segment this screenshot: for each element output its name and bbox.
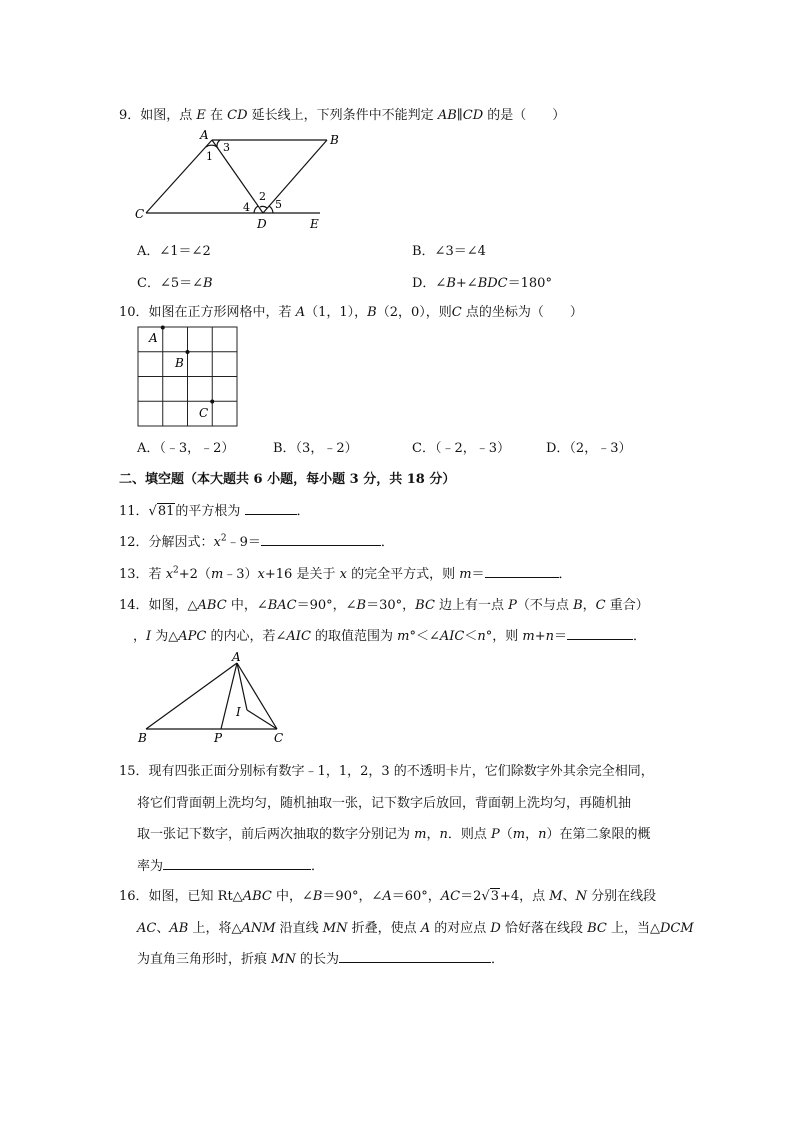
q15-var: n xyxy=(439,827,448,842)
q15-var: P xyxy=(491,827,500,842)
q16-text: ． xyxy=(490,952,504,967)
q10-stem xyxy=(119,301,583,320)
q16-var: BC xyxy=(587,921,607,936)
q16-text: +4，点 xyxy=(500,889,550,904)
q16-var: ANM xyxy=(241,921,276,936)
q15-text: ， xyxy=(525,827,539,842)
q15-answer-blank[interactable] xyxy=(163,857,311,870)
label-p: P xyxy=(214,731,223,745)
option-var: BDC xyxy=(477,276,508,291)
q10-text: 点的坐标为（ ） xyxy=(461,305,583,320)
sqrt-sign: √3 xyxy=(481,889,499,904)
q14-line1 xyxy=(119,594,649,613)
q14-var: C xyxy=(595,598,606,613)
q9-text: 9．如图，点 xyxy=(119,108,197,123)
q14-text: 的取值范围为 xyxy=(310,629,398,644)
q10-text: （1，1）， xyxy=(305,305,368,320)
q13-var: m xyxy=(210,567,224,582)
q16-var: AC xyxy=(137,921,157,936)
option-text: C．（﹣2，﹣3） xyxy=(412,441,510,456)
q16-var: D xyxy=(490,921,501,936)
q9-text: 在 xyxy=(205,108,228,123)
q16-text: 分别在线段 xyxy=(587,889,657,904)
radicand: 81 xyxy=(157,504,175,519)
option-text: +∠ xyxy=(455,276,478,291)
label-b: B xyxy=(175,356,184,370)
q14-text: 为△ xyxy=(151,629,179,644)
q9-option-a[interactable] xyxy=(137,240,211,259)
q14-text: ＝30°， xyxy=(366,598,416,613)
q14-text: ． xyxy=(633,629,647,644)
q13-text: ﹣3） xyxy=(223,567,258,582)
label-b: B xyxy=(138,731,147,745)
q14-var: I xyxy=(146,629,152,644)
q13-var: m xyxy=(459,567,472,582)
exponent: 2 xyxy=(220,533,227,544)
q13-var: x xyxy=(165,567,174,582)
line-bd xyxy=(263,140,327,213)
q11-text: 的平方根为 xyxy=(175,504,241,519)
q16-line2 xyxy=(137,917,694,936)
q16-text: 、 xyxy=(562,889,576,904)
q16-text: 为直角三角形时，折痕 xyxy=(137,952,272,967)
q16-text: 的长为 xyxy=(295,952,339,967)
option-text: D．（2，﹣3） xyxy=(546,441,632,456)
q14-text: 边上有一点 xyxy=(434,598,509,613)
line-ic xyxy=(247,710,277,729)
q13-text: +16 是关于 xyxy=(264,567,340,582)
q15-var: n xyxy=(538,827,547,842)
label-c: C xyxy=(274,731,284,745)
option-text: A．∠1＝∠2 xyxy=(137,244,211,259)
q15-line1: 15．现有四张正面分别标有数字﹣1，1，2，3 的不透明卡片，它们除数字外其余完全相同， xyxy=(119,764,654,779)
q14-text: 中，∠ xyxy=(226,598,268,613)
q16-line3 xyxy=(137,948,504,967)
q16-var: B xyxy=(312,889,323,904)
parallel-symbol: ∥ xyxy=(456,108,463,123)
q10-option-d[interactable] xyxy=(546,437,631,456)
angle-arc-2 xyxy=(260,206,267,208)
q14-text: °＜∠ xyxy=(409,629,440,644)
q15-text: ， xyxy=(426,827,440,842)
q15-text: ．则点 xyxy=(447,827,491,842)
q15-text: （ xyxy=(499,827,513,842)
option-text: B．（3，﹣2） xyxy=(273,441,358,456)
q10-text: （2，0），则 xyxy=(376,305,452,320)
label-c: C xyxy=(199,406,209,420)
q10-var: B xyxy=(367,305,377,320)
option-text: C．∠5＝∠ xyxy=(137,276,204,291)
line-ac xyxy=(146,140,212,213)
q9-text: 的是（ ） xyxy=(483,108,566,123)
q16-answer-blank[interactable] xyxy=(339,950,491,963)
q14-figure xyxy=(134,650,294,746)
q13-text: ． xyxy=(558,567,572,582)
q9-option-d[interactable] xyxy=(412,272,552,291)
line-ad xyxy=(212,140,263,213)
q16-var: ABC xyxy=(242,889,272,904)
sqrt-sign: √81 xyxy=(148,504,175,519)
q16-text: 沿直线 xyxy=(275,921,323,936)
q10-option-c[interactable] xyxy=(412,437,510,456)
label-b: B xyxy=(330,133,339,147)
option-text: B．∠3＝∠4 xyxy=(412,244,486,259)
q13-var: x xyxy=(339,567,347,582)
q9-option-c[interactable] xyxy=(137,272,213,291)
q16-text: 上，当△ xyxy=(606,921,660,936)
q16-var: MN xyxy=(271,952,296,967)
q15-line3 xyxy=(137,823,651,842)
q15-text: ． xyxy=(311,859,325,874)
q15-var: m xyxy=(414,827,427,842)
q16-var: A xyxy=(382,889,392,904)
label-a: A xyxy=(200,128,209,142)
label-5: 5 xyxy=(275,198,282,211)
q9-var-ab: AB xyxy=(437,108,457,123)
q9-stem xyxy=(119,104,565,123)
label-e: E xyxy=(310,217,319,231)
q16-text: 上，将△ xyxy=(188,921,242,936)
exponent: 2 xyxy=(173,565,179,576)
label-3: 3 xyxy=(223,141,230,154)
q14-text: 的内心，若∠ xyxy=(206,629,287,644)
q9-text: 延长线上，下列条件中不能判定 xyxy=(247,108,438,123)
q14-line2 xyxy=(133,625,646,644)
point-c xyxy=(210,400,214,404)
option-text: D．∠ xyxy=(412,276,447,291)
q12 xyxy=(119,531,394,550)
q16-var: AC xyxy=(440,889,461,904)
q12-var: x xyxy=(213,535,221,550)
q14-text: °，则 xyxy=(485,629,523,644)
label-1: 1 xyxy=(206,150,213,163)
q14-text: （不与点 xyxy=(516,598,574,613)
q10-var: A xyxy=(295,305,306,320)
q14-text: ＜ xyxy=(464,629,478,644)
angle-arc-3 xyxy=(217,140,220,147)
q16-var: AB xyxy=(169,921,189,936)
q15-text: ）在第二象限的概 xyxy=(546,827,651,842)
q16-text: ＝2 xyxy=(460,889,482,904)
q13-answer-blank[interactable] xyxy=(485,565,559,578)
q16-text: 、 xyxy=(156,921,170,936)
point-b xyxy=(186,350,190,354)
q16-text: ＝60°， xyxy=(391,889,441,904)
q15-line2: 将它们背面朝上洗均匀，随机抽取一张，记下数字后放回，背面朝上洗均匀，再随机抽 xyxy=(137,796,632,811)
line-ai xyxy=(237,663,247,710)
q14-text: 14．如图，△ xyxy=(119,598,198,613)
q16-text: ＝90°，∠ xyxy=(322,889,383,904)
q14-text: 重合） xyxy=(605,598,649,613)
q15-line4 xyxy=(137,855,324,874)
q16-text: 折叠，使点 xyxy=(347,921,421,936)
q11-text: ． xyxy=(296,504,310,519)
q13-text: 13．若 xyxy=(119,567,166,582)
q14-var: m+n xyxy=(522,629,555,644)
q14-var: AIC xyxy=(439,629,465,644)
q13-text: +2（ xyxy=(178,567,211,582)
q16-text: 中，∠ xyxy=(271,889,313,904)
q12-text: ﹣9＝ xyxy=(226,535,261,550)
q9-var-cd: CD xyxy=(227,108,248,123)
q14-text: ， xyxy=(582,598,596,613)
q16-text: 恰好落在线段 xyxy=(500,921,588,936)
q10-var: C xyxy=(451,305,462,320)
q14-text: ， xyxy=(133,629,147,644)
q14-var: B xyxy=(356,598,367,613)
label-d: D xyxy=(257,217,267,231)
q9-figure xyxy=(130,128,350,232)
label-2: 2 xyxy=(259,190,266,203)
section-heading: 二、填空题（本大题共 6 小题，每小题 3 分，共 18 分） xyxy=(119,472,456,487)
q10-option-a[interactable] xyxy=(137,437,234,456)
label-a: A xyxy=(149,331,158,345)
angle-arc-5 xyxy=(269,206,273,213)
label-i: I xyxy=(236,705,241,719)
q11-text: 11． xyxy=(119,504,149,519)
option-text: A．（﹣3，﹣2） xyxy=(137,441,235,456)
q14-var: APC xyxy=(178,629,207,644)
option-var: B xyxy=(203,276,213,291)
q14-text: ＝90°，∠ xyxy=(296,598,357,613)
q14-var: ABC xyxy=(197,598,227,613)
q13-text: ＝ xyxy=(471,567,485,582)
angle-arc-4 xyxy=(254,206,258,213)
radicand: 3 xyxy=(490,889,499,904)
q15-var: m xyxy=(512,827,526,842)
option-var: B xyxy=(446,276,456,291)
q14-var: BC xyxy=(415,598,435,613)
q16-line1 xyxy=(119,885,656,904)
option-text: ＝180° xyxy=(507,276,552,291)
q16-var: MN xyxy=(322,921,348,936)
q16-var: DCM xyxy=(660,921,694,936)
line-ac xyxy=(237,663,277,729)
q12-answer-blank[interactable] xyxy=(261,533,381,546)
q14-var: P xyxy=(508,598,517,613)
point-a xyxy=(161,326,165,330)
q9-option-b[interactable] xyxy=(412,240,486,259)
q11 xyxy=(119,500,310,519)
q13 xyxy=(119,563,572,582)
q14-var: n xyxy=(477,629,486,644)
q14-answer-blank[interactable] xyxy=(567,627,633,640)
label-c: C xyxy=(135,207,145,221)
q16-text: 的对应点 xyxy=(430,921,491,936)
q10-grid-figure xyxy=(136,325,240,429)
q13-var: x xyxy=(257,567,265,582)
q11-answer-blank[interactable] xyxy=(245,502,297,515)
q9-var-cd: CD xyxy=(462,108,484,123)
q14-var: BAC xyxy=(267,598,297,613)
q12-text: 12．分解因式： xyxy=(119,535,214,550)
label-a: A xyxy=(232,650,241,664)
q15-text: 率为 xyxy=(137,859,164,874)
q15-text: 取一张记下数字，前后两次抽取的数字分别记为 xyxy=(137,827,415,842)
q16-var: M xyxy=(549,889,563,904)
q12-text: ． xyxy=(380,535,394,550)
q14-var: AIC xyxy=(286,629,311,644)
q13-text: 的完全平方式，则 xyxy=(346,567,460,582)
q10-text: 10．如图在正方形网格中，若 xyxy=(119,305,296,320)
q16-text: 16．如图，已知 Rt△ xyxy=(119,889,243,904)
q10-option-b[interactable] xyxy=(273,437,358,456)
q16-var: N xyxy=(575,889,587,904)
q14-text: ＝ xyxy=(554,629,568,644)
q16-var: A xyxy=(420,921,431,936)
label-4: 4 xyxy=(243,201,250,214)
q14-var: m xyxy=(397,629,410,644)
q14-var: B xyxy=(573,598,583,613)
q9-var-e: E xyxy=(196,108,206,123)
